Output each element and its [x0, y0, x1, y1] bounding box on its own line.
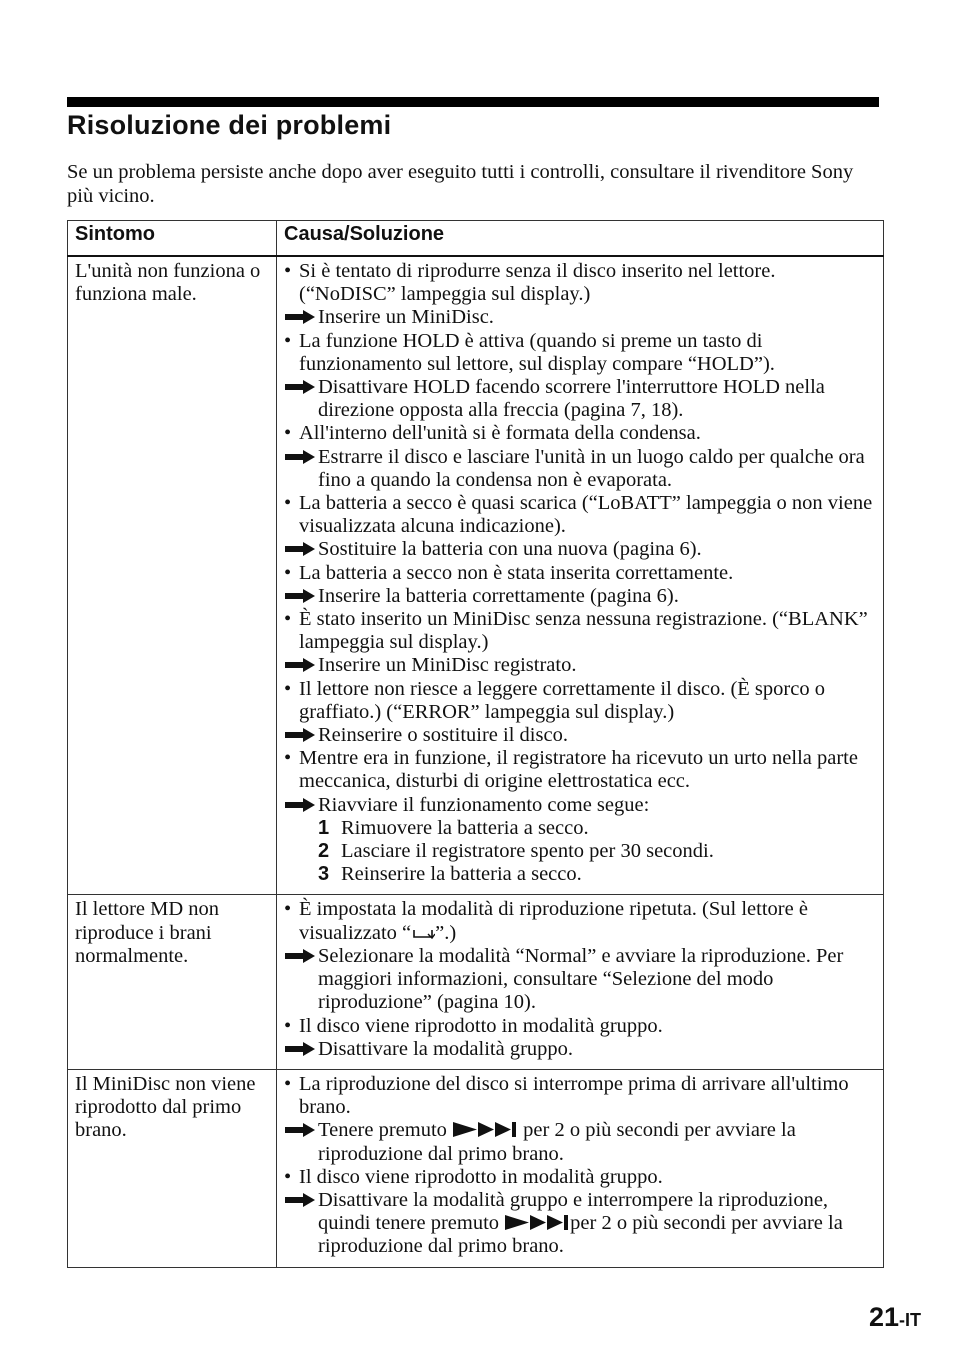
solution-item: Tenere premuto per 2 o più secondi per avviare la riproduzione dal primo brano. [269, 1119, 876, 1165]
solution-arrow-icon [284, 309, 316, 325]
solution-arrow-icon [284, 1122, 316, 1138]
solution-arrow-icon [284, 1041, 316, 1057]
solution-item: Selezionare la modalità “Normal” e avviare la riproduzione. Per maggiori informazioni, consultare “Selezione del modo riproduzione” (pagina 10). [269, 945, 876, 1015]
header-symptom: Sintomo [68, 221, 277, 257]
page-title: Risoluzione dei problemi [67, 110, 392, 140]
cause-item: • All'interno dell'unità si è formata della condensa. [284, 422, 701, 445]
solution-item: Inserire un MiniDisc registrato. [269, 654, 876, 677]
solution-item: Inserire la batteria correttamente (pagina 6). [269, 585, 876, 608]
repeat-icon [411, 925, 435, 941]
table-header-row [68, 221, 884, 257]
solution-arrow-icon [284, 727, 316, 743]
solution-item: Riavviare il funzionamento come segue: [269, 794, 876, 817]
cause-item: • Si è tentato di riprodurre senza il disco inserito nel lettore. (“NoDISC” lampeggia sul display.) [284, 260, 776, 306]
next-track-icon [452, 1121, 518, 1138]
bullet: • [284, 561, 292, 584]
intro-paragraph: Se un problema persiste anche dopo aver eseguito tutti i controlli, consultare il rivenditore Sony più vicino. [67, 161, 854, 207]
table-row [68, 1069, 884, 1267]
solution-arrow-icon [284, 1192, 316, 1208]
solution-arrow-icon [284, 379, 316, 395]
cause-item: • La funzione HOLD è attiva (quando si preme un tasto di funzionamento sul lettore, sul display compare “HOLD”). [284, 329, 775, 375]
step-item: 2 Lasciare il registratore spento per 30 secondi. [318, 840, 714, 863]
bullet: • [284, 260, 292, 282]
bullet: • [284, 422, 292, 445]
solution-arrow-icon [284, 657, 316, 673]
cause-item: • Il disco viene riprodotto in modalità gruppo. [284, 1165, 663, 1188]
cause-item: • È stato inserito un MiniDisc senza nessuna registrazione. (“BLANK” lampeggia sul display.) [284, 608, 868, 654]
cause-item: • La batteria a secco è quasi scarica (“LoBATT” lampeggia o non viene visualizzata alcuna indicazione). [284, 492, 873, 538]
bullet: • [284, 747, 292, 770]
solution-item: Disattivare la modalità gruppo e interrompere la riproduzione, quindi tenere premuto per 2 o più secondi per avviare la riproduzione dal primo brano. [269, 1189, 876, 1259]
solution-item: Estrarre il disco e lasciare l'unità in un luogo caldo per qualche ora fino a quando la condensa non è evaporata. [269, 446, 876, 492]
table-row [68, 895, 884, 1069]
symptom-cell: L'unità non funziona o funziona male. [68, 256, 277, 895]
solution-item: Disattivare HOLD facendo scorrere l'interruttore HOLD nella direzione opposta alla freccia (pagina 7, 18). [269, 376, 876, 422]
cause-cell [277, 895, 884, 1069]
symptom-cell: Il MiniDisc non viene riprodotto dal primo brano. [68, 1069, 277, 1267]
symptom-cell: Il lettore MD non riproduce i brani normalmente. [68, 895, 277, 1069]
troubleshooting-table [67, 220, 884, 1268]
step-number: 3 [318, 863, 330, 886]
bullet: • [284, 1014, 292, 1037]
step-item: 3 Reinserire la batteria a secco. [318, 863, 582, 886]
cause-item: • Il disco viene riprodotto in modalità gruppo. [284, 1014, 663, 1037]
solution-arrow-icon [284, 948, 316, 964]
solution-item: Inserire un MiniDisc. [269, 306, 876, 329]
cause-item: • La batteria a secco non è stata inserita correttamente. [284, 561, 734, 584]
solution-item: Sostituire la batteria con una nuova (pagina 6). [269, 538, 876, 561]
solution-arrow-icon [284, 449, 316, 465]
cause-cell [277, 256, 884, 895]
cause-cell [277, 1069, 884, 1267]
solution-arrow-icon [284, 797, 316, 813]
solution-item: Reinserire o sostituire il disco. [269, 724, 876, 747]
bullet: • [284, 329, 292, 352]
step-item: 1 Rimuovere la batteria a secco. [318, 816, 589, 839]
step-number: 1 [318, 816, 330, 839]
solution-arrow-icon [284, 541, 316, 557]
bullet: • [284, 1165, 292, 1188]
bullet: • [284, 1072, 292, 1095]
cause-item: • La riproduzione del disco si interrompe prima di arrivare all'ultimo brano. [284, 1072, 849, 1119]
header-cause: Causa/Soluzione [277, 221, 884, 257]
bullet: • [284, 677, 292, 700]
solution-item: Disattivare la modalità gruppo. [269, 1038, 876, 1061]
bullet: • [284, 898, 292, 921]
cause-item: • È impostata la modalità di riproduzione ripetuta. (Sul lettore è visualizzato “ ”.) [284, 898, 808, 944]
cause-item: • Mentre era in funzione, il registratore ha ricevuto un urto nella parte meccanica, disturbi di origine elettrostatica ecc. [284, 747, 858, 793]
table-row [68, 256, 884, 895]
bullet: • [284, 608, 292, 631]
next-track-icon [504, 1214, 570, 1231]
bullet: • [284, 492, 292, 515]
title-rule [67, 97, 879, 107]
page-number: 21-IT [869, 1302, 922, 1332]
solution-arrow-icon [284, 588, 316, 604]
step-number: 2 [318, 840, 330, 863]
cause-item: • Il lettore non riesce a leggere correttamente il disco. (È sporco o graffiato.) (“ERROR” lampeggia sul display.) [284, 677, 825, 723]
